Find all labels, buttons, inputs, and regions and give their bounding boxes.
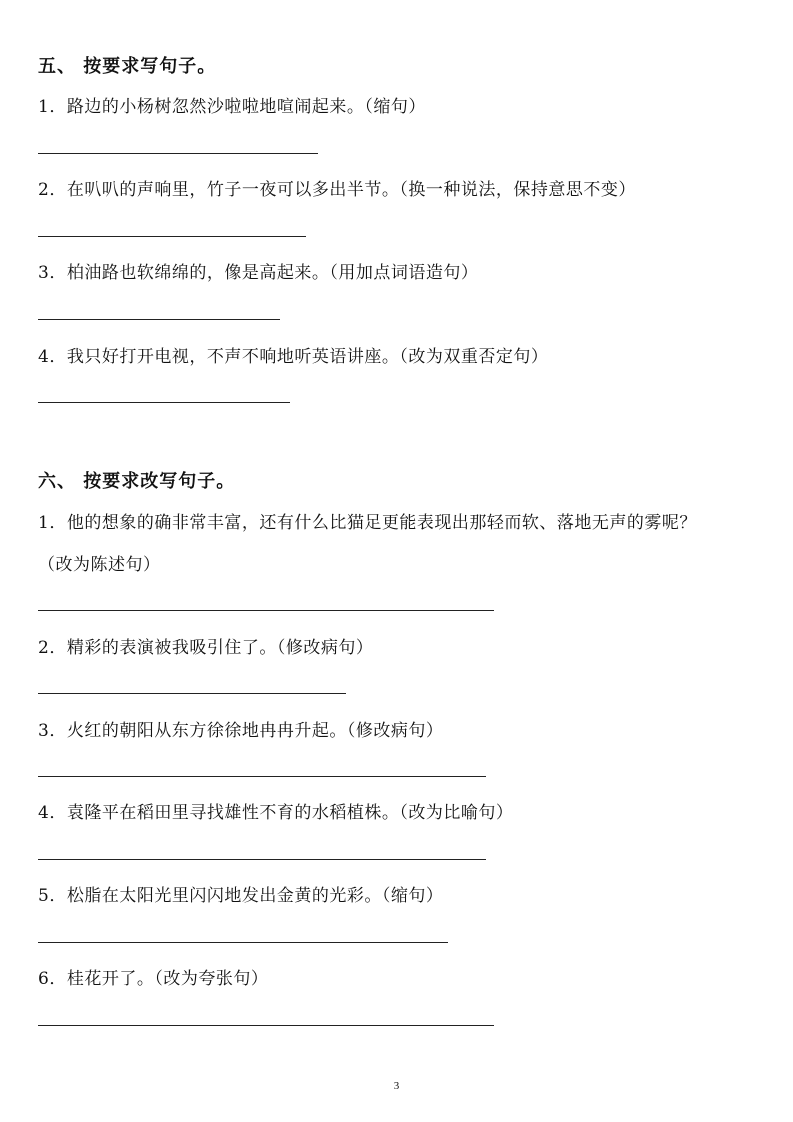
question-6-4: 4．袁隆平在稻田里寻找雄性不育的水稻植株。（改为比喻句） xyxy=(38,803,514,823)
answer-line[interactable] xyxy=(38,319,280,320)
section-6-heading: 六、 按要求改写句子。 xyxy=(38,471,236,492)
answer-line[interactable] xyxy=(38,1025,494,1026)
answer-line[interactable] xyxy=(38,402,290,403)
question-5-4: 4．我只好打开电视，不声不响地听英语讲座。（改为双重否定句） xyxy=(38,347,549,367)
question-6-2: 2．精彩的表演被我吸引住了。（修改病句） xyxy=(38,638,374,658)
answer-line[interactable] xyxy=(38,153,318,154)
answer-line[interactable] xyxy=(38,236,306,237)
answer-line[interactable] xyxy=(38,776,486,777)
question-5-3: 3．柏油路也软绵绵的，像是高起来。（用加点词语造句） xyxy=(38,263,479,283)
question-5-1: 1．路边的小杨树忽然沙啦啦地喧闹起来。（缩句） xyxy=(38,97,426,117)
answer-line[interactable] xyxy=(38,610,494,611)
question-6-5: 5．松脂在太阳光里闪闪地发出金黄的光彩。（缩句） xyxy=(38,886,444,906)
page-number: 3 xyxy=(393,1080,400,1092)
section-5-heading: 五、 按要求写句子。 xyxy=(38,56,217,77)
question-6-6: 6．桂花开了。（改为夸张句） xyxy=(38,969,269,989)
answer-line[interactable] xyxy=(38,693,346,694)
answer-line[interactable] xyxy=(38,942,448,943)
question-6-1-hint: （改为陈述句） xyxy=(38,555,161,575)
question-6-3: 3．火红的朝阳从东方徐徐地冉冉升起。（修改病句） xyxy=(38,721,444,741)
question-5-2: 2．在叭叭的声响里，竹子一夜可以多出半节。（换一种说法，保持意思不变） xyxy=(38,180,636,200)
answer-line[interactable] xyxy=(38,859,486,860)
question-6-1: 1．他的想象的确非常丰富，还有什么比猫足更能表现出那轻而软、落地无声的雾呢？ xyxy=(38,513,697,533)
